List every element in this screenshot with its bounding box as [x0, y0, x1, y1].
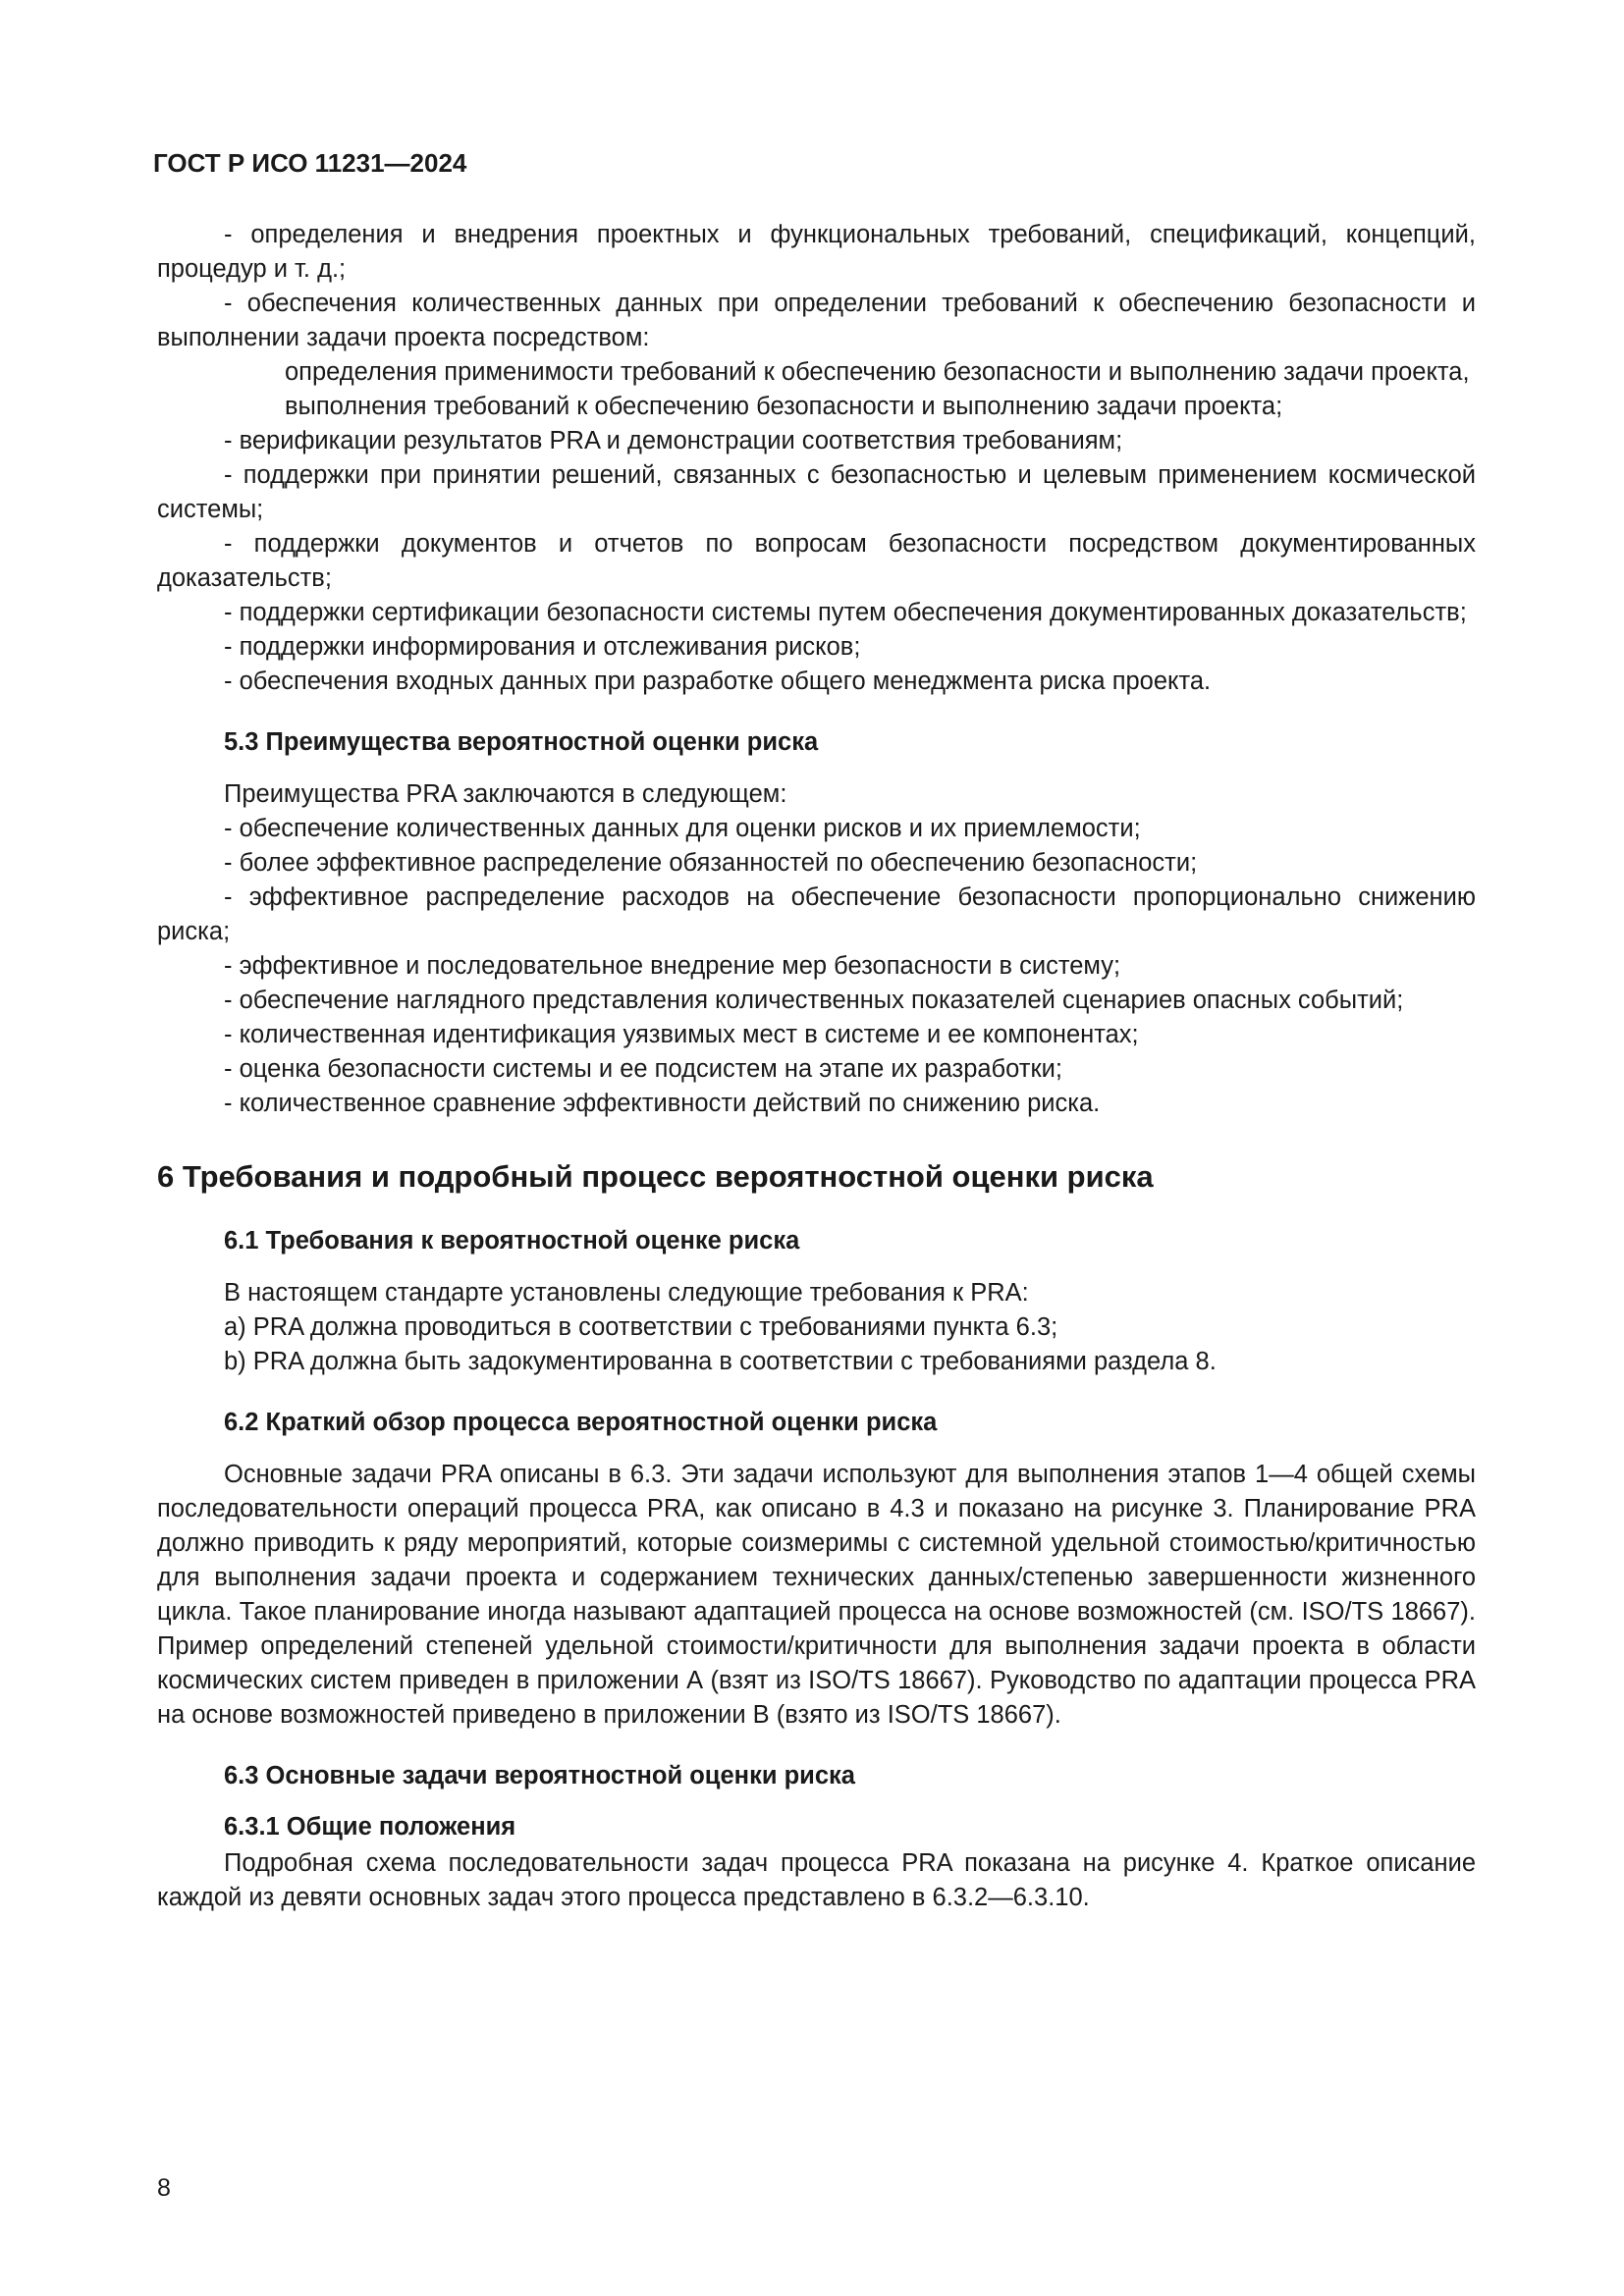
paragraph: Основные задачи PRA описаны в 6.3. Эти задачи используют для выполнения этапов 1—4 общей схемы последовательности операций процесса PRA, как описано в 4.3 и показано на рисунке 3. Планирование PRA должно приводить к ряду мероприятий, которые соизмеримы с системной удельной стоимостью/критичностью для выполнения задачи проекта и содержанием технических данных/степенью завершенности жизненного цикла. Такое планирование иногда называют адаптацией процесса на основе возможностей (см. ISO/TS 18667). Пример определений степеней удельной стоимости/критичности для выполнения задачи проекта в области космических систем приведен в приложении А (взят из ISO/TS 18667). Руководство по адаптации процесса PRA на основе возможностей приведено в приложении В (взято из ISO/TS 18667).: [157, 1461, 1476, 1729]
section-5-3-heading: 5.3 Преимущества вероятностной оценки риска: [224, 728, 819, 756]
list-item: - количественное сравнение эффективности действий по снижению риска.: [224, 1090, 1101, 1117]
section-6-2-heading: 6.2 Краткий обзор процесса вероятностной оценки риска: [224, 1409, 938, 1436]
list-item: - поддержки при принятии решений, связанных с безопасностью и целевым применением космической системы;: [157, 461, 1476, 523]
list-item: - эффективное распределение расходов на обеспечение безопасности пропорционально снижению риска;: [157, 883, 1476, 945]
section-6-3-heading: 6.3 Основные задачи вероятностной оценки риска: [224, 1762, 855, 1789]
section-intro: В настоящем стандарте установлены следующие требования к PRA:: [224, 1279, 1029, 1307]
list-item: - обеспечения количественных данных при определении требований к обеспечению безопасности и выполнении задачи проекта посредством:: [157, 290, 1476, 351]
list-item: - верификации результатов PRA и демонстрации соответствия требованиям;: [224, 427, 1123, 454]
list-item: - поддержки информирования и отслеживания рисков;: [224, 633, 861, 661]
document-header: ГОСТ Р ИСО 11231—2024: [153, 148, 467, 178]
list-item: - более эффективное распределение обязанностей по обеспечению безопасности;: [224, 849, 1198, 877]
list-item: - количественная идентификация уязвимых мест в системе и ее компонентах;: [224, 1021, 1139, 1048]
paragraph: Подробная схема последовательности задач процесса PRA показана на рисунке 4. Краткое описание каждой из девяти основных задач этого процесса представлено в 6.3.2—6.3.10.: [157, 1849, 1476, 1911]
list-item: - обеспечение наглядного представления количественных показателей сценариев опасных событий;: [224, 987, 1404, 1014]
list-item: - поддержки документов и отчетов по вопросам безопасности посредством документированных доказательств;: [157, 530, 1476, 592]
section-6-3-1-heading: 6.3.1 Общие положения: [224, 1813, 516, 1841]
list-item: - оценка безопасности системы и ее подсистем на этапе их разработки;: [224, 1055, 1062, 1083]
list-item: - определения и внедрения проектных и функциональных требований, спецификаций, концепций, процедур и т. д.;: [157, 221, 1476, 283]
sublist-item: выполнения требований к обеспечению безопасности и выполнению задачи проекта;: [285, 393, 1283, 420]
list-item: - эффективное и последовательное внедрение мер безопасности в систему;: [224, 952, 1121, 980]
list-item: - обеспечения входных данных при разработке общего менеджмента риска проекта.: [224, 667, 1212, 695]
list-item: b) PRA должна быть задокументированна в соответствии с требованиями раздела 8.: [224, 1348, 1217, 1375]
section-intro: Преимущества PRA заключаются в следующем:: [224, 780, 787, 808]
sublist-item: определения применимости требований к обеспечению безопасности и выполнению задачи проекта,: [285, 358, 1470, 386]
list-item: - поддержки сертификации безопасности системы путем обеспечения документированных доказательств;: [224, 599, 1467, 626]
list-item: a) PRA должна проводиться в соответствии с требованиями пункта 6.3;: [224, 1313, 1058, 1341]
document-page: [153, 147, 1476, 1915]
list-item: - обеспечение количественных данных для оценки рисков и их приемлемости;: [224, 815, 1141, 842]
section-6-heading: 6 Требования и подробный процесс вероятностной оценки риска: [157, 1159, 1154, 1194]
page-number: 8: [157, 2174, 171, 2202]
section-6-1-heading: 6.1 Требования к вероятностной оценке риска: [224, 1227, 800, 1255]
